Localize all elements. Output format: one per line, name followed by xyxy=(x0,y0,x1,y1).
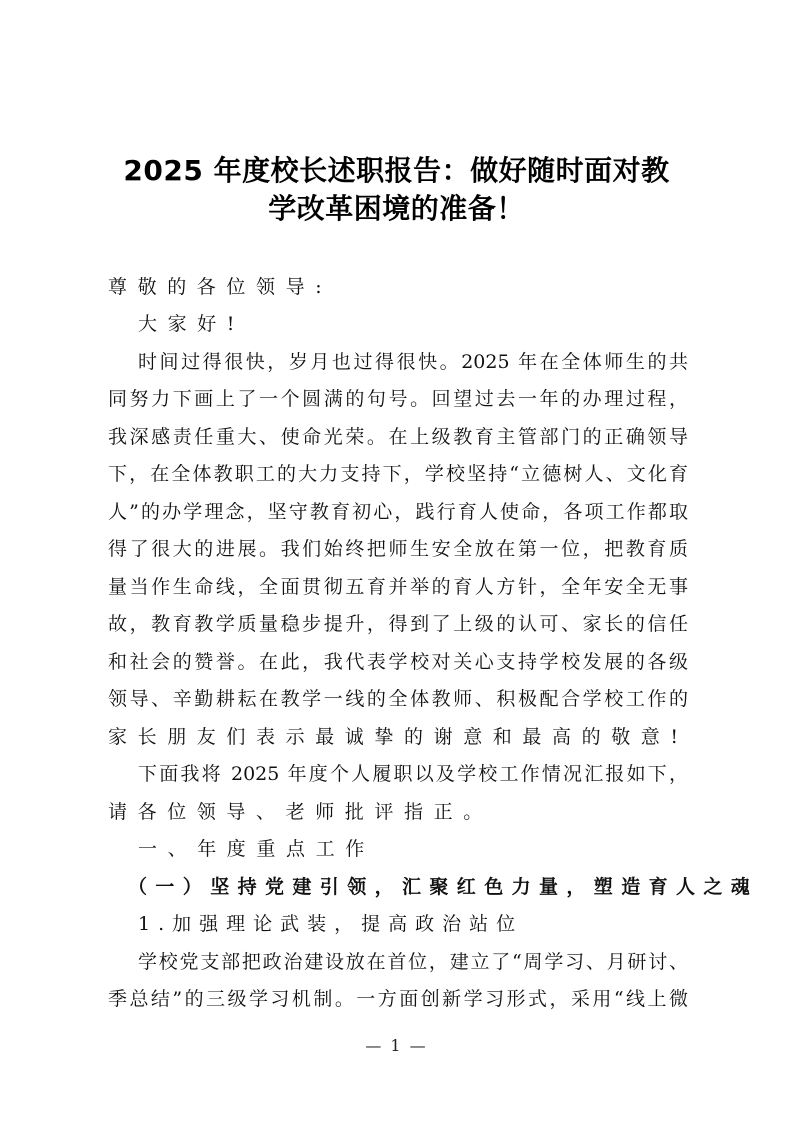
paragraph-line: 下面我将 2025 年度个人履职以及学校工作情况汇报如下， xyxy=(138,763,688,785)
paragraph-line: 得了很大的进展。我们始终把师生安全放在第一位，把教育质 xyxy=(108,538,688,560)
greeting: 大家好! xyxy=(138,313,246,335)
paragraph-line: 故，教育教学质量稳步提升，得到了上级的认可、家长的信任 xyxy=(108,613,688,635)
paragraph-line: 和社会的赞誉。在此，我代表学校对关心支持学校发展的各级 xyxy=(108,651,688,673)
document-title-line-2: 学改革困境的准备！ xyxy=(268,192,525,225)
paragraph-line: 学校党支部把政治建设放在首位，建立了“周学习、月研讨、 xyxy=(138,951,688,973)
section-heading: 一、年度重点工作 xyxy=(138,838,375,860)
paragraph-line: 我深感责任重大、使命光荣。在上级教育主管部门的正确领导 xyxy=(108,426,688,448)
subsection-heading: （一）坚持党建引领，汇聚红色力量，塑造育人之魂 xyxy=(128,876,759,898)
paragraph-line: 人”的办学理念，坚守教育初心，践行育人使命，各项工作都取 xyxy=(108,501,688,523)
page-number: — 1 — xyxy=(365,1036,428,1055)
item-heading: 1.加强理论武装，提高政治站位 xyxy=(138,913,524,935)
salutation: 尊敬的各位领导: xyxy=(108,276,333,298)
paragraph-line: 同努力下画上了一个圆满的句号。回望过去一年的办理过程， xyxy=(108,388,688,410)
paragraph-line: 请各位领导、老师批评指正。 xyxy=(108,801,493,823)
paragraph-line: 家长朋友们表示最诚挚的谢意和最高的敬意! xyxy=(108,726,689,748)
paragraph-line: 季总结”的三级学习机制。一方面创新学习形式，采用“线上微 xyxy=(108,988,688,1010)
document-title-line-1: 2025 年度校长述职报告：做好随时面对教 xyxy=(123,154,670,187)
paragraph-line: 领导、辛勤耕耘在教学一线的全体教师、积极配合学校工作的 xyxy=(108,688,688,710)
paragraph-line: 下，在全体教职工的大力支持下，学校坚持“立德树人、文化育 xyxy=(108,463,688,485)
paragraph-line: 量当作生命线，全面贯彻五育并举的育人方针，全年安全无事 xyxy=(108,576,688,598)
paragraph-line: 时间过得很快，岁月也过得很快。2025 年在全体师生的共 xyxy=(138,351,688,373)
